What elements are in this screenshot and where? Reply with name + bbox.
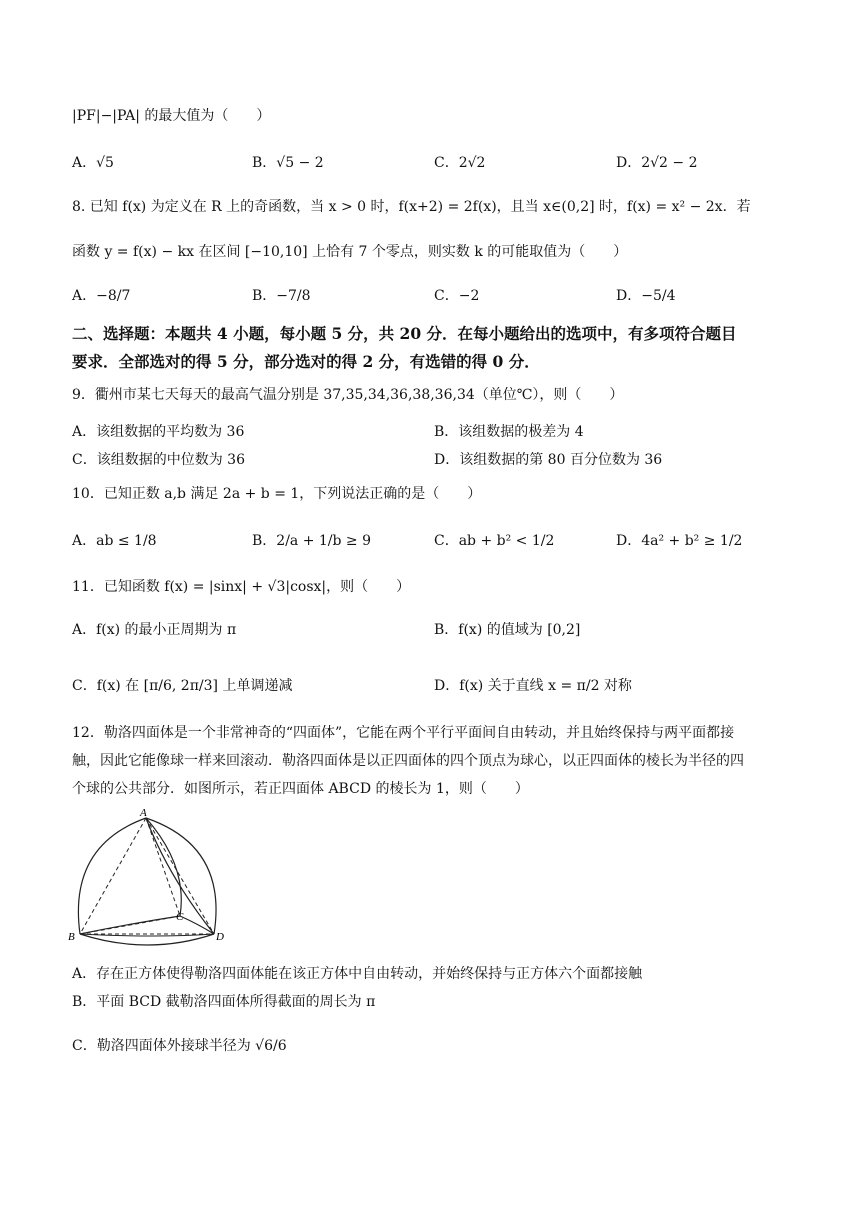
figure-label-b: B bbox=[68, 931, 75, 943]
q8-option-c[interactable]: C．−2 bbox=[434, 288, 480, 304]
q8-stem-line-1: 8. 已知 f(x) 为定义在 R 上的奇函数，当 x > 0 时，f(x+2) = 2f(x)，且当 x∈(0,2] 时，f(x) = x² − 2x．若 bbox=[72, 199, 751, 215]
q9-option-b[interactable]: B．该组数据的极差为 4 bbox=[434, 424, 584, 440]
q11-option-a[interactable]: A．f(x) 的最小正周期为 π bbox=[72, 622, 237, 638]
q12-stem-line-2: 触，因此它能像球一样来回滚动．勒洛四面体是以正四面体的四个顶点为球心，以正四面体的棱长为半径的四 bbox=[72, 753, 744, 769]
q8-option-d[interactable]: D．−5/4 bbox=[616, 288, 676, 304]
figure-dashed-bc bbox=[80, 916, 180, 934]
q11-option-b[interactable]: B．f(x) 的值域为 [0,2] bbox=[434, 622, 581, 638]
q10-option-d[interactable]: D．4a² + b² ≥ 1/2 bbox=[616, 533, 743, 549]
q12-stem-line-3: 个球的公共部分．如图所示，若正四面体 ABCD 的棱长为 1，则（ ） bbox=[72, 781, 529, 797]
q12-option-a[interactable]: A．存在正方体使得勒洛四面体能在该正方体中自由转动，并始终保持与正方体六个面都接触 bbox=[72, 966, 643, 982]
q10-option-b[interactable]: B．2/a + 1/b ≥ 9 bbox=[252, 533, 372, 549]
q7-option-a[interactable]: A．√5 bbox=[72, 155, 114, 171]
q9-option-a[interactable]: A．该组数据的平均数为 36 bbox=[72, 424, 245, 440]
q12-stem-line-1: 12．勒洛四面体是一个非常神奇的“四面体”，它能在两个平行平面间自由转动，并且始终保持与两平面都接 bbox=[72, 725, 735, 741]
q10-stem: 10．已知正数 a,b 满足 2a + b = 1，下列说法正确的是（ ） bbox=[72, 486, 482, 502]
q8-option-b[interactable]: B．−7/8 bbox=[252, 288, 311, 304]
q9-stem: 9．衢州市某七天每天的最高气温分别是 37,35,34,36,38,36,34（单位℃），则（ ） bbox=[72, 387, 624, 403]
q10-option-c[interactable]: C．ab + b² < 1/2 bbox=[434, 533, 555, 549]
q11-option-c[interactable]: C．f(x) 在 [π/6, 2π/3] 上单调递减 bbox=[72, 678, 293, 694]
q7-option-c[interactable]: C．2√2 bbox=[434, 155, 486, 171]
section-2-heading-line-1: 二、选择题：本题共 4 小题，每小题 5 分，共 20 分．在每小题给出的选项中，有多项符合题目 bbox=[72, 324, 737, 343]
q8-option-a[interactable]: A．−8/7 bbox=[72, 288, 131, 304]
q12-option-b[interactable]: B．平面 BCD 截勒洛四面体所得截面的周长为 π bbox=[72, 994, 376, 1010]
q11-option-d[interactable]: D．f(x) 关于直线 x = π/2 对称 bbox=[434, 678, 632, 694]
reuleaux-tetrahedron-figure bbox=[68, 806, 240, 946]
q10-option-a[interactable]: A．ab ≤ 1/8 bbox=[72, 533, 157, 549]
q9-option-c[interactable]: C．该组数据的中位数为 36 bbox=[72, 452, 245, 468]
q7-option-b[interactable]: B．√5 − 2 bbox=[252, 155, 324, 171]
figure-label-c: C bbox=[176, 911, 184, 923]
q8-stem-line-2: 函数 y = f(x) − kx 在区间 [−10,10] 上恰有 7 个零点，则实数 k 的可能取值为（ ） bbox=[72, 244, 628, 260]
q9-option-d[interactable]: D．该组数据的第 80 百分位数为 36 bbox=[434, 452, 663, 468]
q11-stem: 11．已知函数 f(x) = |sinx| + √3|cosx|，则（ ） bbox=[72, 579, 411, 595]
q7-option-d[interactable]: D．2√2 − 2 bbox=[616, 155, 698, 171]
q7-stem-tail: |PF|−|PA| 的最大值为（ ） bbox=[72, 108, 271, 124]
figure-label-d: D bbox=[216, 931, 224, 943]
figure-edge-cd bbox=[180, 916, 214, 934]
figure-outer-arc-left bbox=[78, 818, 146, 934]
q12-option-c[interactable]: C．勒洛四面体外接球半径为 √6/6 bbox=[72, 1038, 287, 1054]
figure-label-a: A bbox=[140, 807, 147, 819]
section-2-heading-line-2: 要求．全部选对的得 5 分，部分选对的得 2 分，有选错的得 0 分． bbox=[72, 352, 540, 371]
